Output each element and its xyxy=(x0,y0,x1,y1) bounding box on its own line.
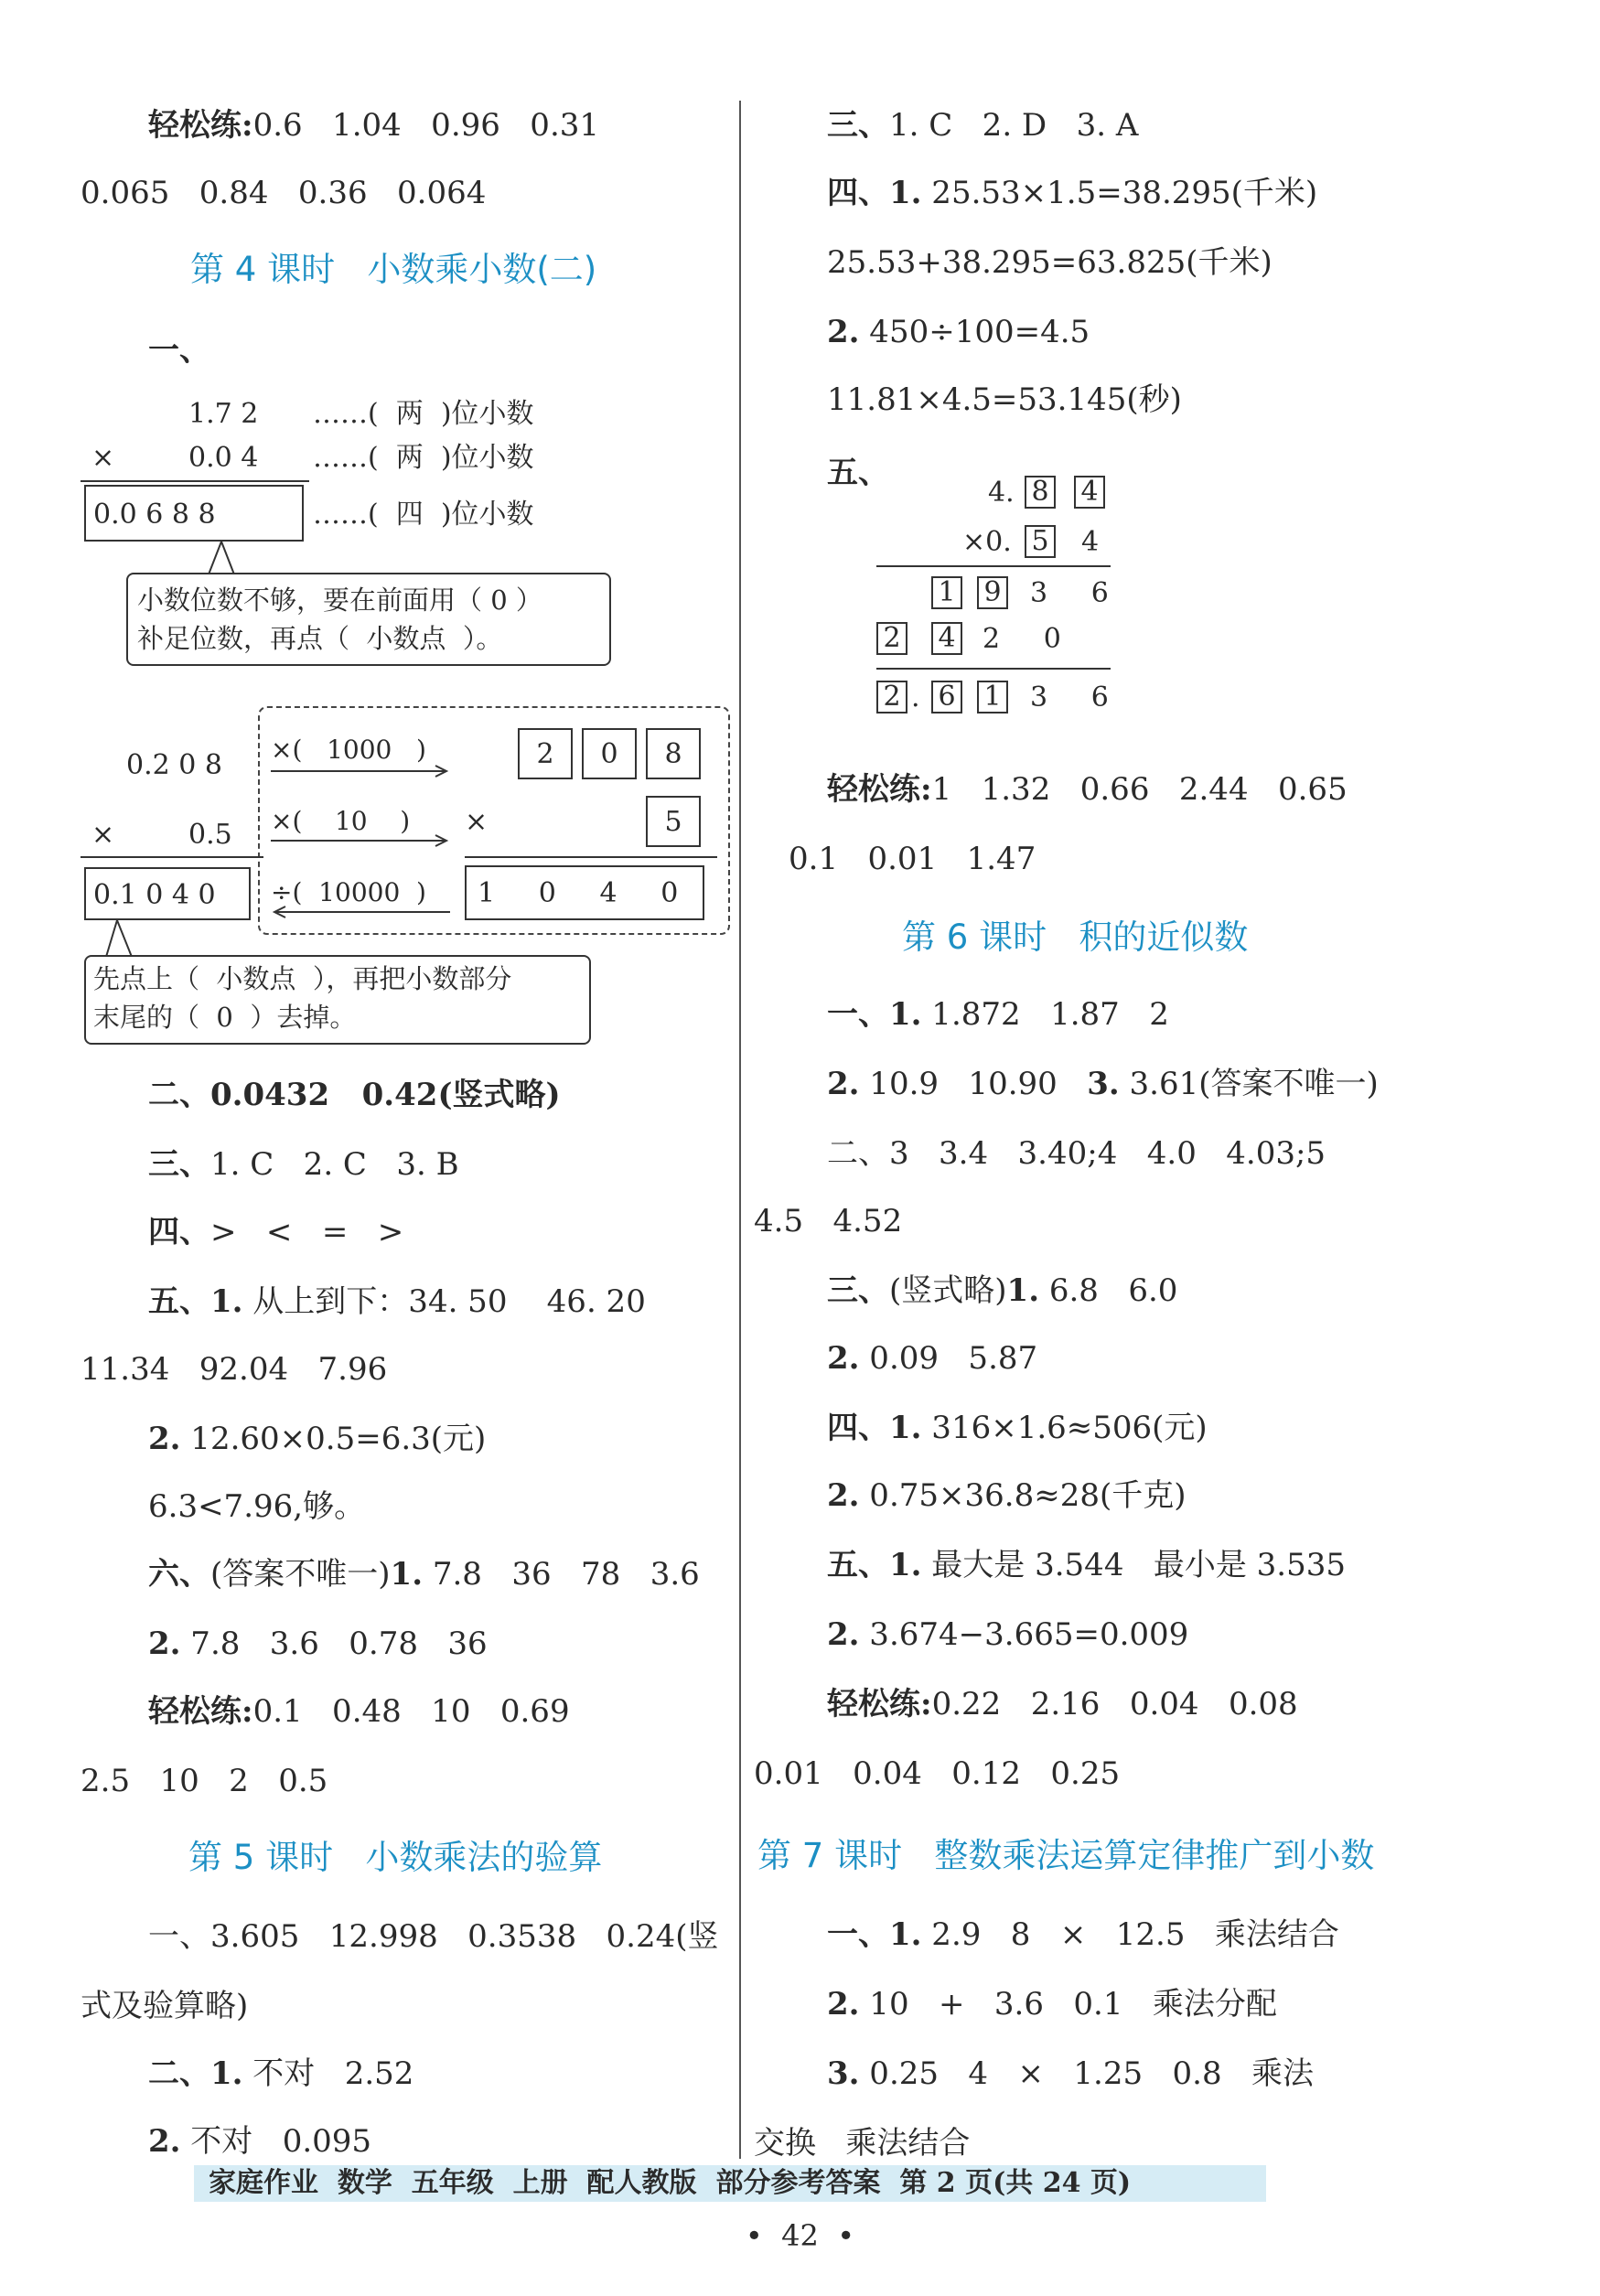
q4-line: 四、> < = > xyxy=(148,1214,404,1250)
fig1-row1-number: 1.7 2 xyxy=(188,398,259,430)
q5-2-cont: 6.3<7.96,够。 xyxy=(148,1488,366,1525)
r-q4-cont: 25.53+38.295=63.825(千米) xyxy=(827,244,1272,281)
s6-q1-2-line: 2. 10.9 10.90 3. 3.61(答案不唯一) xyxy=(827,1066,1379,1102)
fig2-cell: 2 xyxy=(518,728,573,779)
fig3-cell: 5 xyxy=(1025,525,1056,558)
s6-q3-2-line: 2. 0.09 5.87 xyxy=(827,1340,1038,1377)
left-practice-1: 轻松练:0.6 1.04 0.96 0.31 xyxy=(148,107,600,144)
fig1-row2-number: 0.0 4 xyxy=(188,442,259,474)
fig2-cell: 0 xyxy=(582,728,637,779)
fig2-times-sign: × xyxy=(91,819,115,851)
q2-line: 二、0.0432 0.42(竖式略) xyxy=(148,1077,561,1113)
s7-q1-2-line: 2. 10 + 3.6 0.1 乘法分配 xyxy=(827,1986,1277,2022)
fig2-op-multiply-1000: ×( 1000 ) xyxy=(271,735,426,765)
fig2-callout-line1: 先点上（ 小数点 ），再把小数部分 xyxy=(93,963,512,994)
fig3-p1-tail: 3 6 xyxy=(1030,577,1109,609)
fig3-cell: 8 xyxy=(1025,476,1056,509)
fig3-cell: 1 xyxy=(977,681,1008,713)
fig1-result-number: 0.0 6 8 8 xyxy=(93,499,216,531)
r-q4-2-cont: 11.81×4.5=53.145(秒) xyxy=(827,381,1182,418)
s6-q3-line: 三、(竖式略)1. 6.8 6.0 xyxy=(827,1272,1178,1309)
fig3-a-prefix: 4. xyxy=(988,477,1015,509)
fig3-cell: 2 xyxy=(876,622,907,655)
s6-q4-2-line: 2. 0.75×36.8≈28(千克) xyxy=(827,1477,1187,1514)
fig2-arrow-2 xyxy=(271,834,454,847)
lesson-7-title: 第 7 课时 整数乘法运算定律推广到小数 xyxy=(757,1836,1375,1875)
s5-q2-line: 二、1. 不对 2.52 xyxy=(148,2055,414,2092)
fig3-cell: 4 xyxy=(1074,476,1105,509)
fig3-b-prefix: ×0. xyxy=(962,526,1012,558)
fig1-row1-note: ……( 两 )位小数 xyxy=(313,398,534,430)
fig2-op-multiply-10: ×( 10 ) xyxy=(271,806,411,836)
fig2-rule-right xyxy=(465,856,717,858)
fig2-times-sign-right: × xyxy=(465,806,489,838)
fig3-cell: 6 xyxy=(931,681,962,713)
left-practice-1-cont: 0.065 0.84 0.36 0.064 xyxy=(81,175,487,211)
fig2-result: 0.1 0 4 0 xyxy=(93,879,216,911)
q3-line: 三、1. C 2. C 3. B xyxy=(148,1146,459,1183)
r-practice-1: 轻松练:1 1.32 0.66 2.44 0.65 xyxy=(827,771,1348,808)
fig1-times-sign: × xyxy=(91,442,115,474)
s7-q1-line: 一、1. 2.9 8 × 12.5 乘法结合 xyxy=(827,1916,1339,1953)
fig2-arrow-3 xyxy=(271,906,454,918)
r-q4-line: 四、1. 25.53×1.5=38.295(千米) xyxy=(827,175,1318,211)
s6-q2-cont: 4.5 4.52 xyxy=(754,1203,903,1239)
fig3-cell: 9 xyxy=(977,576,1008,609)
q5-2-line: 2. 12.60×0.5=6.3(元) xyxy=(148,1421,487,1457)
page-number: • 42 • xyxy=(745,2218,855,2253)
fig3-b-tail: 4 xyxy=(1081,526,1100,558)
fig2-cell: 8 xyxy=(646,728,701,779)
fig2-multiplier: 0.5 xyxy=(188,819,232,851)
fig1-row2-note: ……( 两 )位小数 xyxy=(313,442,534,474)
fig1-row3-note: ……( 四 )位小数 xyxy=(313,499,534,531)
q6-2-line: 2. 7.8 3.6 0.78 36 xyxy=(148,1625,488,1662)
lesson-4-title: 第 4 课时 小数乘小数(二) xyxy=(190,250,597,289)
r-q5-label: 五、 xyxy=(827,455,889,491)
s7-q1-3-line: 3. 0.25 4 × 1.25 0.8 乘法 xyxy=(827,2055,1315,2092)
fig2-multiplicand: 0.2 0 8 xyxy=(126,749,222,781)
fig1-callout-line2: 补足位数，再点（ 小数点 ）。 xyxy=(137,623,503,654)
s5-q2-2-line: 2. 不对 0.095 xyxy=(148,2123,372,2160)
fig2-callout-line2: 末尾的（ 0 ）去掉。 xyxy=(93,1002,357,1033)
lesson-6-title: 第 6 课时 积的近似数 xyxy=(902,917,1249,957)
footer-text: 家庭作业 数学 五年级 上册 配人教版 部分参考答案 第 2 页(共 24 页) xyxy=(209,2167,1132,2199)
fig3-cell: 2 xyxy=(876,681,907,713)
s6-q4-line: 四、1. 316×1.6≈506(元) xyxy=(827,1410,1208,1446)
r-practice-2-cont: 0.01 0.04 0.12 0.25 xyxy=(754,1755,1121,1792)
fig2-rule-left xyxy=(81,856,263,858)
left-practice-2-cont: 2.5 10 2 0.5 xyxy=(81,1763,328,1799)
fig3-rule-2 xyxy=(876,668,1111,670)
fig2-arrow-1 xyxy=(271,765,454,778)
s6-q5-line: 五、1. 最大是 3.544 最小是 3.535 xyxy=(827,1547,1347,1583)
s5-q1-line: 一、3.605 12.998 0.3538 0.24(竖 xyxy=(148,1918,719,1955)
fig1-callout-pointer xyxy=(207,540,243,576)
fig2-callout-pointer xyxy=(104,918,141,959)
fig3-p2-tail: 2 0 xyxy=(983,623,1061,655)
fig3-decimal-point: . xyxy=(911,681,920,713)
footer-banner xyxy=(194,2165,1266,2202)
r-q3-line: 三、1. C 2. D 3. A xyxy=(827,107,1139,144)
s6-q2-line: 二、3 3.4 3.40;4 4.0 4.03;5 xyxy=(827,1135,1326,1172)
fig1-rule xyxy=(81,480,309,482)
column-divider xyxy=(739,101,741,2159)
fig2-op-divide-10000: ÷( 10000 ) xyxy=(271,877,426,907)
fig3-cell: 4 xyxy=(931,622,962,655)
r-practice-2: 轻松练:0.22 2.16 0.04 0.08 xyxy=(827,1686,1298,1722)
s7-q1-3-cont: 交换 乘法结合 xyxy=(754,2125,971,2162)
q5-line: 五、1. 从上到下：34. 50 46. 20 xyxy=(148,1283,646,1320)
left-practice-2: 轻松练:0.1 0.48 10 0.69 xyxy=(148,1693,570,1730)
fig1-callout-line1: 小数位数不够，要在前面用（ 0 ） xyxy=(137,585,542,616)
s5-q1-cont: 式及验算略) xyxy=(81,1988,249,2024)
q1-label: 一、 xyxy=(148,332,210,369)
fig2-bottom-digits: 1 0 4 0 xyxy=(478,877,679,909)
r-practice-1-cont: 0.1 0.01 1.47 xyxy=(789,841,1036,877)
fig3-cell: 1 xyxy=(931,576,962,609)
s6-q5-2-line: 2. 3.674−3.665=0.009 xyxy=(827,1616,1189,1653)
s6-q1-line: 一、1. 1.872 1.87 2 xyxy=(827,996,1169,1033)
r-q4-2-line: 2. 450÷100=4.5 xyxy=(827,314,1090,350)
fig3-r-tail: 3 6 xyxy=(1030,681,1109,713)
q5-line-cont: 11.34 92.04 7.96 xyxy=(81,1351,388,1388)
fig3-rule-1 xyxy=(876,565,1111,567)
q6-line: 六、(答案不唯一)1. 7.8 36 78 3.6 xyxy=(148,1556,700,1593)
lesson-5-title: 第 5 课时 小数乘法的验算 xyxy=(188,1838,603,1877)
fig2-cell: 5 xyxy=(646,796,701,847)
